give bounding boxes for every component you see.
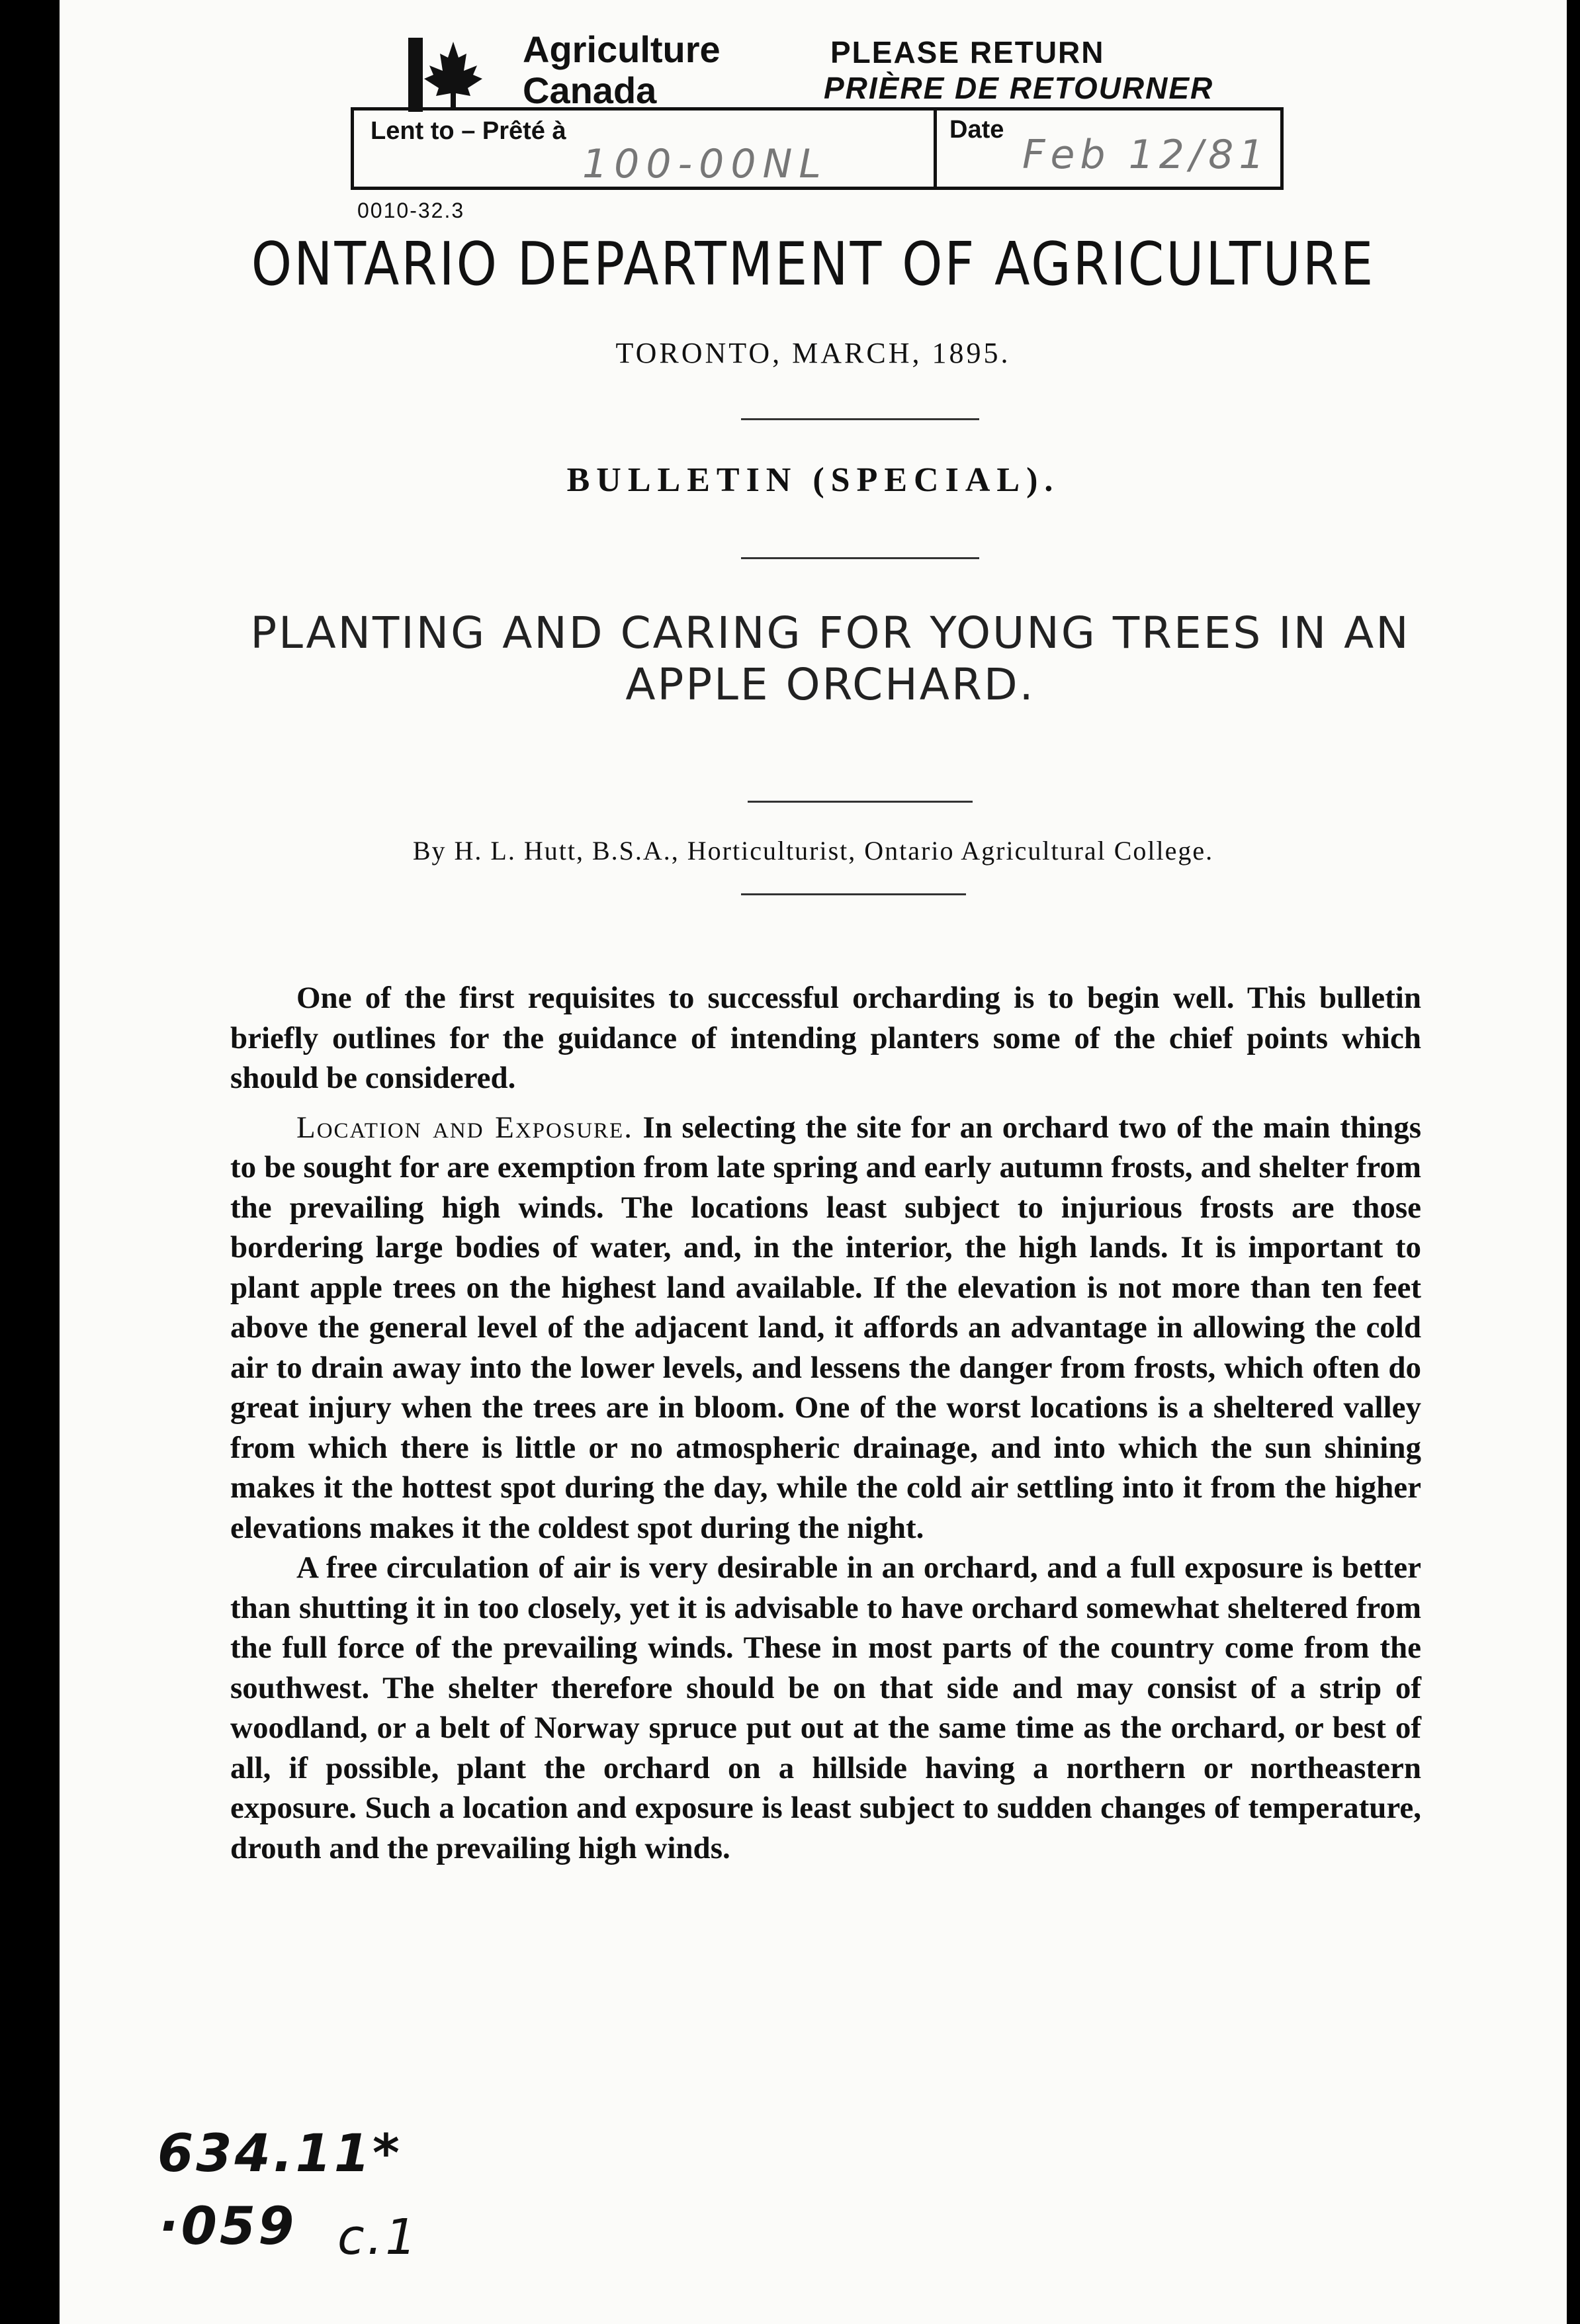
department-heading: ONTARIO DEPARTMENT OF AGRICULTURE: [251, 230, 1376, 299]
divider-rule: [741, 418, 979, 420]
stamp-organization: [523, 29, 721, 111]
lent-to-handwritten: 100-00NL: [582, 141, 828, 187]
canada-wordmark-flag: [347, 36, 513, 116]
date-label: Date: [949, 116, 1004, 144]
copy-number: c.1: [337, 2209, 419, 2266]
stamp-org-line2: Canada: [523, 69, 657, 111]
call-number-line1: 634.11*: [157, 2124, 402, 2184]
divider-rule: [741, 557, 979, 559]
article-body: [230, 978, 1421, 1868]
date-handwritten: Feb 12/81: [1022, 132, 1270, 178]
stamp-org-line1: Agriculture: [523, 28, 721, 70]
form-code: 0010-32.3: [357, 199, 465, 222]
loan-record-box: [351, 107, 1284, 190]
intro-paragraph: One of the first requisites to successful orcharding is to begin well. This bulletin briefly outlines for the guidance of intending planters some of the chief points which should be considered.: [230, 981, 1421, 1095]
stamp-return-notice: [824, 34, 1213, 106]
article-title: PLANTING AND CARING FOR YOUNG TREES IN AN APPLE ORCHARD.: [250, 607, 1411, 710]
section-heading: Location and Exposure.: [296, 1110, 633, 1145]
maple-leaf-icon: [347, 36, 513, 116]
loan-box-divider: [934, 111, 937, 187]
document-page: [60, 0, 1567, 2324]
divider-rule: [748, 801, 973, 803]
dateline: TORONTO, MARCH, 1895.: [615, 337, 1011, 369]
location-text: In selecting the site for an orchard two of the main things to be sought for are exemption from late spring and early autumn frosts, and shelter from the prevailing high winds. The locations least subject to injurious frosts are those bordering large bodies of water, and, in the interior, the high lands. It is important to plant apple trees on the highest land available. If the elevation is not more than ten feet above the general level of the adjacent land, it affords an advantage in allowing the cold air to drain away into the lower levels, and lessens the danger from frosts, which often do great injury when the trees are in bloom. One of the worst locations is a sheltered valley from which there is little or no atmospheric drainage, and into which the sun shining makes it the hottest spot during the day, while the cold air settling into it from the higher elevations makes it the coldest spot during the night.: [230, 1110, 1422, 1545]
author-byline: By H. L. Hutt, B.S.A., Horticulturist, Ontario Agricultural College.: [412, 836, 1214, 866]
call-number-line2: ·059: [159, 2197, 297, 2257]
lent-to-label: Lent to – Prêté à: [371, 117, 566, 145]
circulation-paragraph: A free circulation of air is very desirable in an orchard, and a full exposure is better than shutting it in too closely, yet it is advisable to have orchard somewhat sheltered from the full force of the prevailing winds. These in most parts of the country come from the southwest. The shelter therefore should be on that side and may consist of a strip of woodland, or a belt of Norway spruce put out at the same time as the orchard, or best of all, if possible, plant the orchard on a hillside having a northern or northeastern exposure. Such a location and exposure is least subject to sudden changes of temperature, drouth and the prevailing high winds.: [230, 1550, 1421, 1865]
return-french: PRIÈRE DE RETOURNER: [824, 71, 1214, 105]
divider-rule: [741, 893, 966, 895]
return-english: PLEASE RETURN: [830, 35, 1105, 69]
bulletin-heading: BULLETIN (SPECIAL).: [566, 461, 1060, 499]
location-paragraph: [230, 1108, 1421, 1548]
